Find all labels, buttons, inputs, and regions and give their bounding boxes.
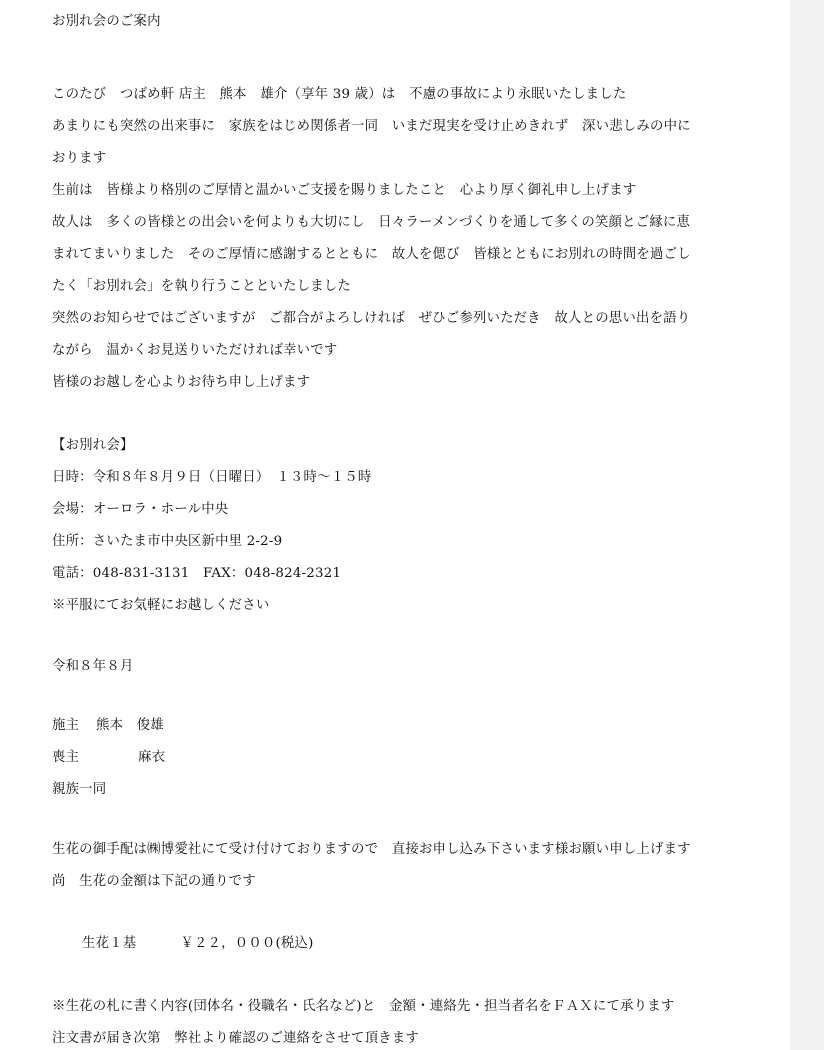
event-datetime: 日時：令和８年８月９日（日曜日） １３時～１５時 [52, 470, 372, 485]
event-heading: 【お別れ会】 [52, 438, 134, 453]
host-line [52, 710, 780, 742]
event-phone: 電話：048-831-3131 FAX：048-824-2321 [52, 566, 342, 581]
event-venue: 会場：オーロラ・ホール中央 [52, 502, 229, 517]
intro-line: ながら 温かくお見送りいただければ幸いです [52, 343, 338, 358]
flowers-item: 生花１基 [82, 936, 137, 951]
host-role: 施主 [52, 718, 80, 733]
background-margin [790, 0, 824, 1050]
intro-line: まれてまいりました そのご厚情に感謝するとともに 故人を偲び 皆様とともにお別れの時間を過ごし [52, 247, 691, 262]
document-date: 令和８年８月 [52, 659, 134, 674]
intro-line: あまりにも突然の出来事に 家族をはじめ関係者一同 いまだ現実を受け止めきれず 深い悲しみの中に [52, 119, 691, 134]
intro-line: 皆様のお越しを心よりお待ち申し上げます [52, 375, 311, 390]
flowers-price-line [52, 928, 780, 960]
document-body [52, 8, 780, 1050]
intro-line: おります [52, 151, 107, 166]
flowers-note-2: 注文書が届き次第 弊社より確認のご連絡をさせて頂きます [52, 1031, 419, 1046]
flowers-note-1: ※生花の札に書く内容(団体名・役職名・氏名など)と 金額・連絡先・担当者名をＦＡＸにて承ります [52, 999, 675, 1014]
mourner-role: 喪主 [52, 750, 80, 765]
mourner-line [52, 742, 780, 774]
intro-line: 生前は 皆様より格別のご厚情と温かいご支援を賜りましたこと 心より厚く御礼申し上げます [52, 183, 637, 198]
intro-line: このたび つばめ軒 店主 熊本 雄介（享年 39 歳）は 不慮の事故により永眠いたしました [52, 87, 627, 102]
intro-line: 突然のお知らせではございますが ご都合がよろしければ ぜひご参列いただき 故人との思い出を語り [52, 311, 691, 326]
intro-line: 故人は 多くの皆様との出会いを何よりも大切にし 日々ラーメンづくりを通して多くの笑顔とご縁に恵 [52, 215, 691, 230]
family-line: 親族一同 [52, 782, 107, 797]
mourner-name: 麻衣 [138, 750, 166, 765]
flowers-line-2: 尚 生花の金額は下記の通りです [52, 874, 256, 889]
flowers-line-1: 生花の御手配は㈱博愛社にて受け付けておりますので 直接お申し込み下さいます様お願い申し上げます [52, 842, 691, 857]
host-name: 熊本 俊雄 [96, 718, 164, 733]
intro-line: たく「お別れ会」を執り行うことといたしました [52, 279, 351, 294]
flowers-price: ￥２２，０００(税込) [180, 936, 314, 951]
event-address: 住所：さいたま市中央区新中里 2-2-9 [52, 534, 283, 549]
document-title: お別れ会のご案内 [52, 14, 161, 29]
event-note: ※平服にてお気軽にお越しください [52, 598, 270, 613]
